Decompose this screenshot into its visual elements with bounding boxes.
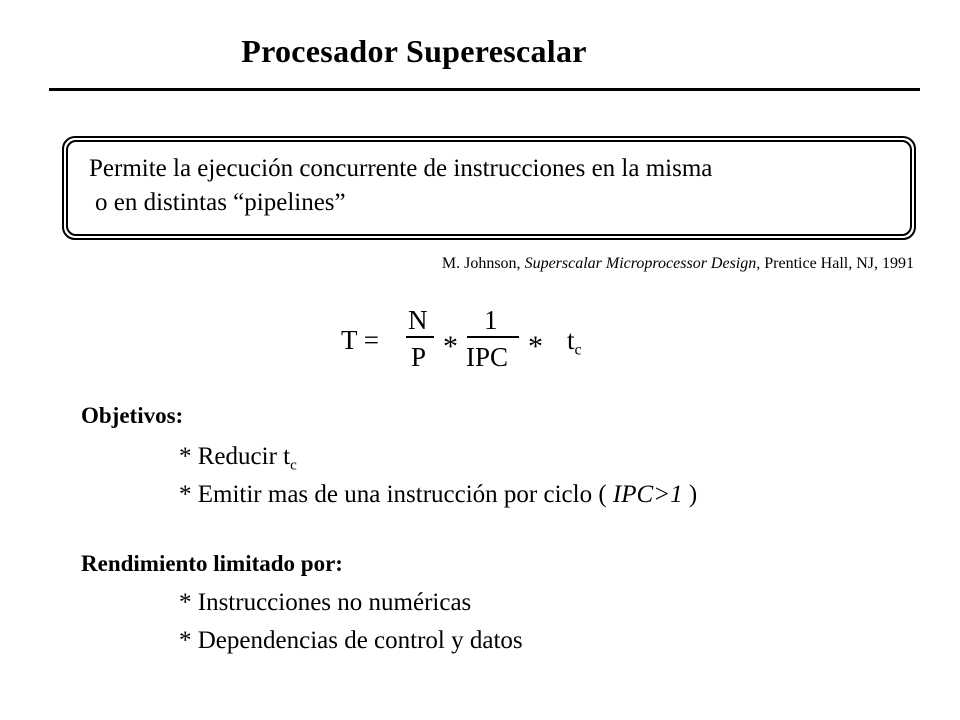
objetivos-item-2-text: * Emitir mas de una instrucción por ciclo ( [179,481,607,508]
formula-frac2-bar [467,336,519,338]
objetivos-item-2-close: ) [688,481,698,508]
formula-frac2-denominator: IPC [466,342,509,372]
formula-cycle-time-sub: c [574,340,582,359]
rendimiento-item-2: * Dependencias de control y datos [179,627,523,654]
objetivos-item-2 [179,481,697,509]
objetivos-item-1-text: * Reducir t [179,443,291,470]
objetivos-item-1 [179,443,297,474]
definition-line-1: Permite la ejecución concurrente de instrucciones en la misma [89,155,713,182]
formula-lhs: T = [341,325,379,355]
formula-frac1-bar [406,336,434,338]
objetivos-item-2-italic: IPC>1 [606,481,689,508]
citation-author: M. Johnson, [441,255,525,272]
formula-cycle-time-base: t [567,325,575,355]
formula-multiply-2: * [528,330,543,363]
objetivos-heading: Objetivos: [81,403,184,428]
citation-work: Superscalar Microprocessor Design, [524,255,761,272]
citation-publisher: Prentice Hall, NJ, 1991 [760,255,914,272]
formula-frac1-numerator: N [408,305,428,335]
formula-frac1-denominator: P [411,342,427,372]
definition-line-2: o en distintas “pipelines” [95,189,346,216]
rendimiento-heading: Rendimiento limitado por: [81,551,343,576]
objetivos-item-1-sub: c [290,457,297,474]
page-title: Procesador Superescalar [241,33,587,69]
formula-multiply-1: * [443,330,458,363]
formula-frac2-numerator: 1 [484,305,498,335]
rendimiento-item-1: * Instrucciones no numéricas [179,589,472,616]
formula-cycle-time [567,325,582,360]
